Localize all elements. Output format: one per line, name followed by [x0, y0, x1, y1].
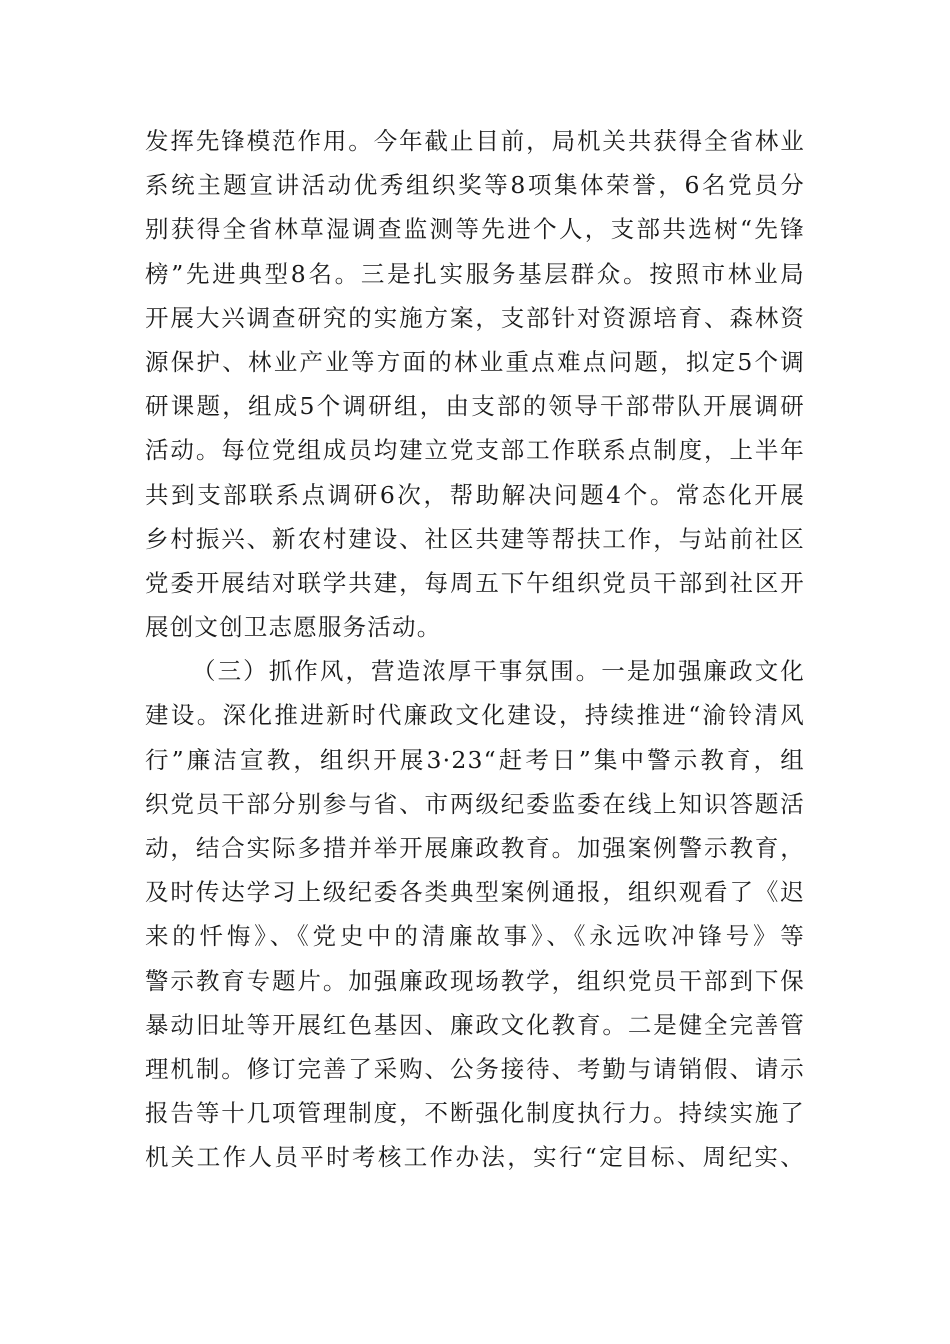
text-line: 机关工作人员平时考核工作办法，实行“定目标、周纪实、: [145, 1143, 805, 1172]
section-heading-line: （三）抓作风，营造浓厚干事氛围。一是加强廉政文化: [192, 657, 805, 686]
text-line: 活动。每位党组成员均建立党支部工作联系点制度，上半年: [145, 436, 805, 465]
document-body: [145, 119, 805, 1180]
text-line: 暴动旧址等开展红色基因、廉政文化教育。二是健全完善管: [145, 1010, 805, 1039]
text-line: 行”廉洁宣教，组织开展3·23“赶考日”集中警示教育，组: [145, 745, 805, 774]
paragraph-1: [145, 119, 805, 649]
text-line: 榜”先进典型8名。三是扎实服务基层群众。按照市林业局: [145, 259, 805, 288]
text-line: 报告等十几项管理制度，不断强化制度执行力。持续实施了: [145, 1099, 805, 1128]
paragraph-2: [145, 649, 805, 1179]
text-line: 研课题，组成5个调研组，由支部的领导干部带队开展调研: [145, 392, 805, 421]
text-line: 源保护、林业产业等方面的林业重点难点问题，拟定5个调: [145, 347, 805, 376]
text-line: 展创文创卫志愿服务活动。: [145, 613, 442, 642]
text-line: 来的忏悔》、《党史中的清廉故事》、《永远吹冲锋号》等: [145, 922, 805, 951]
text-line: 理机制。修订完善了采购、公务接待、考勤与请销假、请示: [145, 1054, 805, 1083]
text-line: 共到支部联系点调研6次，帮助解决问题4个。常态化开展: [145, 480, 805, 509]
text-line: 建设。深化推进新时代廉政文化建设，持续推进“渝铃清风: [145, 701, 805, 730]
text-line: 别获得全省林草湿调查监测等先进个人，支部共选树“先锋: [145, 215, 805, 244]
text-line: 系统主题宣讲活动优秀组织奖等8项集体荣誉，6名党员分: [145, 171, 805, 200]
text-line: 乡村振兴、新农村建设、社区共建等帮扶工作，与站前社区: [145, 524, 805, 553]
text-line: 织党员干部分别参与省、市两级纪委监委在线上知识答题活: [145, 789, 805, 818]
text-line: 开展大兴调查研究的实施方案，支部针对资源培育、森林资: [145, 303, 805, 332]
text-line: 发挥先锋模范作用。今年截止目前，局机关共获得全省林业: [145, 127, 805, 155]
text-line: 动，结合实际多措并举开展廉政教育。加强案例警示教育，: [145, 834, 805, 862]
text-line: 党委开展结对联学共建，每周五下午组织党员干部到社区开: [145, 568, 805, 597]
text-line: 警示教育专题片。加强廉政现场教学，组织党员干部到下保: [145, 966, 805, 995]
text-line: 及时传达学习上级纪委各类典型案例通报，组织观看了《迟: [145, 878, 805, 907]
